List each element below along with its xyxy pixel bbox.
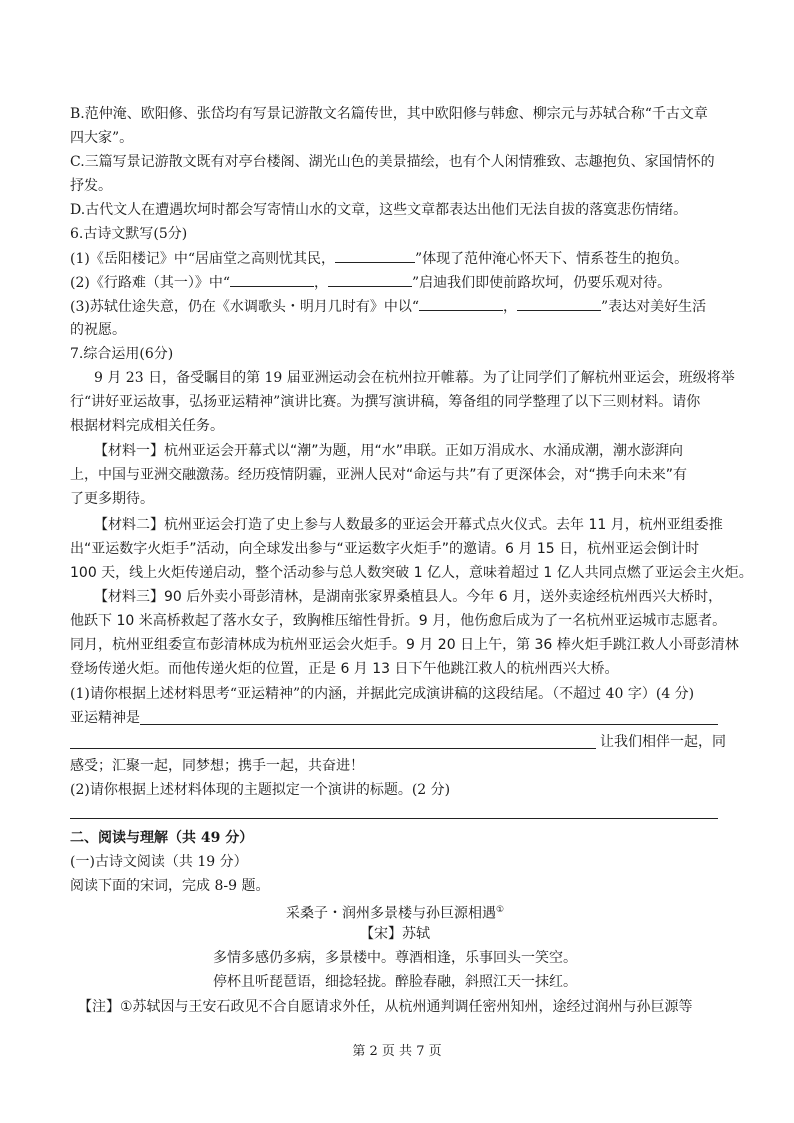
q7-task-2: (2)请你根据上述材料体现的主题拟定一个演讲的标题。(2 分) bbox=[70, 782, 451, 798]
q6-item-1 bbox=[70, 248, 688, 269]
material-3-line1: 【材料三】90 后外卖小哥彭清林，是湖南张家界桑植县人。今年 6 月，送外卖途经杭州西兴大桥时， bbox=[94, 589, 723, 605]
q6-item-2 bbox=[70, 272, 671, 293]
poem-line-2: 停杯且听琵琶语，细捻轻拢。醉脸春融，斜照江天一抹红。 bbox=[213, 974, 577, 990]
poem-author: 【宋】苏轼 bbox=[360, 926, 430, 942]
q7-task-1-answer-lead: 亚运精神是 bbox=[70, 710, 140, 726]
section-2-subtitle: (一)古诗文阅读（共 19 分） bbox=[70, 854, 248, 870]
q7-intro-line3: 根据材料完成相关任务。 bbox=[70, 418, 224, 434]
q7-task-1-answer-tail: 让我们相伴一起，同 bbox=[600, 734, 726, 750]
q6-item-1-blank[interactable] bbox=[335, 248, 415, 263]
section-2-title: 二、阅读与理解（共 49 分） bbox=[70, 830, 254, 846]
q6-item-3-blank-1[interactable] bbox=[419, 296, 503, 311]
section-2-instruction: 阅读下面的宋词，完成 8-9 题。 bbox=[70, 878, 270, 894]
material-3-line2: 他跃下 10 米高桥救起了落水女子，致胸椎压缩性骨折。9 月，他伤愈后成为了一名杭州亚运城市志愿者。 bbox=[70, 613, 727, 629]
q6-item-1-text-a: (1)《岳阳楼记》中“居庙堂之高则忧其民， bbox=[70, 251, 335, 267]
q6-item-3-text-c: ”表达对美好生活 bbox=[601, 299, 707, 315]
q6-item-2-blank-1[interactable] bbox=[230, 272, 314, 287]
material-3-line4: 登场传递火炬。而他传递火炬的位置，正是 6 月 13 日下午他跳江救人的杭州西兴大桥。 bbox=[70, 661, 619, 677]
q5-option-c-line1: C.三篇写景记游散文既有对亭台楼阁、湖光山色的美景描绘，也有个人闲情雅致、志趣抱负、家国情怀的 bbox=[70, 154, 715, 170]
material-1-line3: 了更多期待。 bbox=[70, 491, 154, 507]
answer-line-1[interactable] bbox=[140, 724, 718, 725]
q7-task-1-answer-end: 感受；汇聚一起，同梦想；携手一起，共奋进！ bbox=[70, 758, 364, 774]
poem-note: 【注】①苏轼因与王安石政见不合自愿请求外任，从杭州通判调任密州知州，途经过润州与孙巨源等 bbox=[78, 999, 693, 1015]
q5-option-b-line1: B.范仲淹、欧阳修、张岱均有写景记游散文名篇传世，其中欧阳修与韩愈、柳宗元与苏轼合称“千古文章 bbox=[70, 106, 708, 122]
material-2-line3: 100 天，线上火炬传递启动，整个活动参与总人数突破 1 亿人，意味着超过 1 亿人共同点燃了亚运会主火炬。 bbox=[70, 565, 753, 581]
answer-line-3[interactable] bbox=[70, 818, 718, 819]
material-1-line2: 上，中国与亚洲交融激荡。经历疫情阴霾，亚洲人民对“命运与共”有了更深体会，对“携手向未来”有 bbox=[70, 467, 688, 483]
q6-item-2-text-b: ， bbox=[314, 275, 328, 291]
q6-item-3 bbox=[70, 296, 706, 317]
q7-intro-line1: 9 月 23 日，备受瞩目的第 19 届亚洲运动会在杭州拉开帷幕。为了让同学们了解杭州亚运会，班级将举 bbox=[94, 370, 735, 386]
material-2-line2: 出“亚运数字火炬手”活动，向全球发出参与“亚运数字火炬手”的邀请。6 月 15 日，杭州亚运会倒计时 bbox=[70, 541, 700, 557]
poem-title bbox=[70, 900, 720, 924]
material-2-line1: 【材料二】杭州亚运会打造了史上参与人数最多的亚运会开幕式点火仪式。去年 11 月，杭州亚组委推 bbox=[94, 517, 723, 533]
q6-item-2-text-a: (2)《行路难（其一）》中“ bbox=[70, 275, 230, 291]
q6-item-2-blank-2[interactable] bbox=[328, 272, 412, 287]
answer-line-2[interactable] bbox=[70, 748, 596, 749]
q5-option-c-line2: 抒发。 bbox=[70, 178, 112, 194]
q6-item-3-text-a: (3)苏轼仕途失意，仍在《水调歌头・明月几时有》中以“ bbox=[70, 299, 419, 315]
q5-option-b-line2: 四大家”。 bbox=[70, 130, 134, 146]
q5-option-d: D.古代文人在遭遇坎坷时都会写寄情山水的文章，这些文章都表达出他们无法自拔的落寞悲伤情绪。 bbox=[70, 202, 688, 218]
q6-item-3-blank-2[interactable] bbox=[517, 296, 601, 311]
q6-title: 6.古诗文默写(5分) bbox=[70, 226, 188, 242]
material-1-line1: 【材料一】杭州亚运会开幕式以“潮”为题，用“水”串联。正如万涓成水、水涌成潮，潮水澎湃向 bbox=[94, 443, 684, 459]
q7-intro-line2: 行“讲好亚运故事，弘扬亚运精神”演讲比赛。为撰写演讲稿，筹备组的同学整理了以下三则材料。请你 bbox=[70, 394, 701, 410]
q6-item-2-text-c: ”启迪我们即使前路坎坷，仍要乐观对待。 bbox=[412, 275, 672, 291]
poem-line-1: 多情多感仍多病，多景楼中。尊酒相逢，乐事回头一笑空。 bbox=[213, 950, 577, 966]
material-3-line3: 同月，杭州亚组委宣布彭清林成为杭州亚运会火炬手。9 月 20 日上午，第 36 棒火炬手跳江救人小哥彭清林 bbox=[70, 637, 739, 653]
q7-title: 7.综合运用(6分) bbox=[70, 346, 174, 362]
page-number-footer: 第 2 页 共 7 页 bbox=[352, 1044, 442, 1059]
poem-note-mark: ① bbox=[495, 905, 505, 915]
q6-item-1-text-b: ”体现了范仲淹心怀天下、情系苍生的抱负。 bbox=[415, 251, 689, 267]
q6-item-3-text-b: ， bbox=[503, 299, 517, 315]
q7-task-1: (1)请你根据上述材料思考“亚运精神”的内涵，并据此完成演讲稿的这段结尾。（不超过 40 字）(4 分) bbox=[70, 686, 695, 702]
q6-item-3-continued: 的祝愿。 bbox=[70, 322, 126, 338]
poem-title-text: 采桑子・润州多景楼与孙巨源相遇 bbox=[285, 905, 496, 922]
